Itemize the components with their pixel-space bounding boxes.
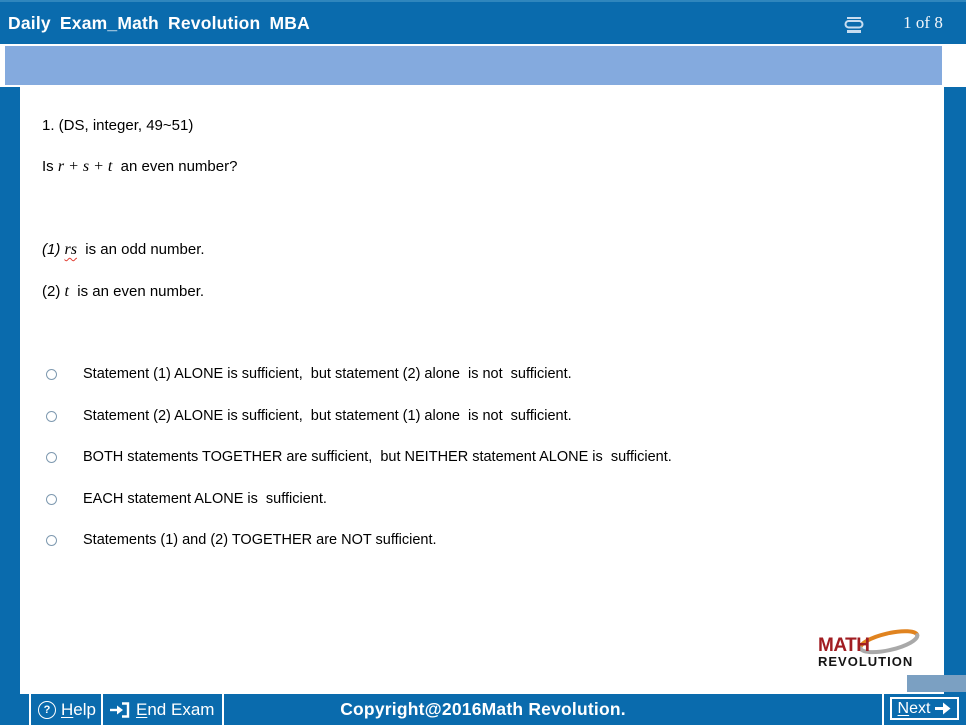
right-frame-strip [944,87,966,725]
page-indicator: 1 of 8 [903,13,943,32]
stem-suffix: an even number? [112,158,238,175]
exit-icon [110,702,130,718]
help-button[interactable] [38,694,96,725]
stem-prefix: Is [42,158,58,175]
title-bar [0,0,966,44]
end-exam-button[interactable] [110,694,214,725]
toolbar [0,694,966,725]
option-b-label[interactable]: Statement (2) ALONE is sufficient, but statement (1) alone is not sufficient. [83,408,572,424]
statement-2 [42,283,204,301]
answer-option-e[interactable] [46,532,437,548]
next-button[interactable] [890,697,959,720]
option-d-radio[interactable] [46,494,57,505]
toolbar-divider [29,694,31,725]
statement-1-label: (1) [42,241,65,258]
help-icon: ? [38,701,56,719]
option-c-radio[interactable] [46,452,57,463]
math-revolution-logo [814,628,940,670]
statement-2-label: (2) [42,283,65,300]
answer-option-a[interactable] [46,366,572,382]
logo-word-revolution: REVOLUTION [818,654,914,669]
arrow-right-icon [935,702,951,715]
option-a-radio[interactable] [46,369,57,380]
option-e-label[interactable]: Statements (1) and (2) TOGETHER are NOT sufficient. [83,532,437,548]
option-a-label[interactable]: Statement (1) ALONE is sufficient, but statement (2) alone is not sufficient. [83,366,572,382]
left-frame-strip [0,87,20,725]
option-b-radio[interactable] [46,411,57,422]
statement-2-text: is an even number. [68,283,205,300]
stem-math-expression: r + s + t [57,158,113,175]
statement-2-variable: t [64,283,69,300]
question-header-bar [3,44,944,87]
option-d-label[interactable]: EACH statement ALONE is sufficient. [83,491,327,507]
app-title: Daily Exam_Math Revolution MBA [8,13,310,33]
toolbar-divider [882,694,884,725]
printer-icon[interactable] [841,15,867,35]
answer-option-c[interactable] [46,449,672,465]
logo-word-math: MATH [818,635,870,656]
statement-1-text: is an odd number. [76,241,205,258]
copyright-text: Copyright@2016Math Revolution. [340,699,626,719]
answer-option-b[interactable] [46,408,572,424]
end-exam-label: End Exam [136,699,215,719]
toolbar-divider [101,694,103,725]
next-label: Next [897,699,931,717]
help-label: Help [61,699,96,719]
question-stem [42,158,237,176]
question-number-line: 1. (DS, integer, 49~51) [42,117,194,134]
option-c-label[interactable]: BOTH statements TOGETHER are sufficient, but NEITHER statement ALONE is sufficient. [83,449,672,465]
corner-accent [907,675,966,692]
statement-1 [42,241,205,259]
statement-1-variable: rs [64,241,77,258]
answer-option-d[interactable] [46,491,327,507]
toolbar-divider [222,694,224,725]
option-e-radio[interactable] [46,535,57,546]
